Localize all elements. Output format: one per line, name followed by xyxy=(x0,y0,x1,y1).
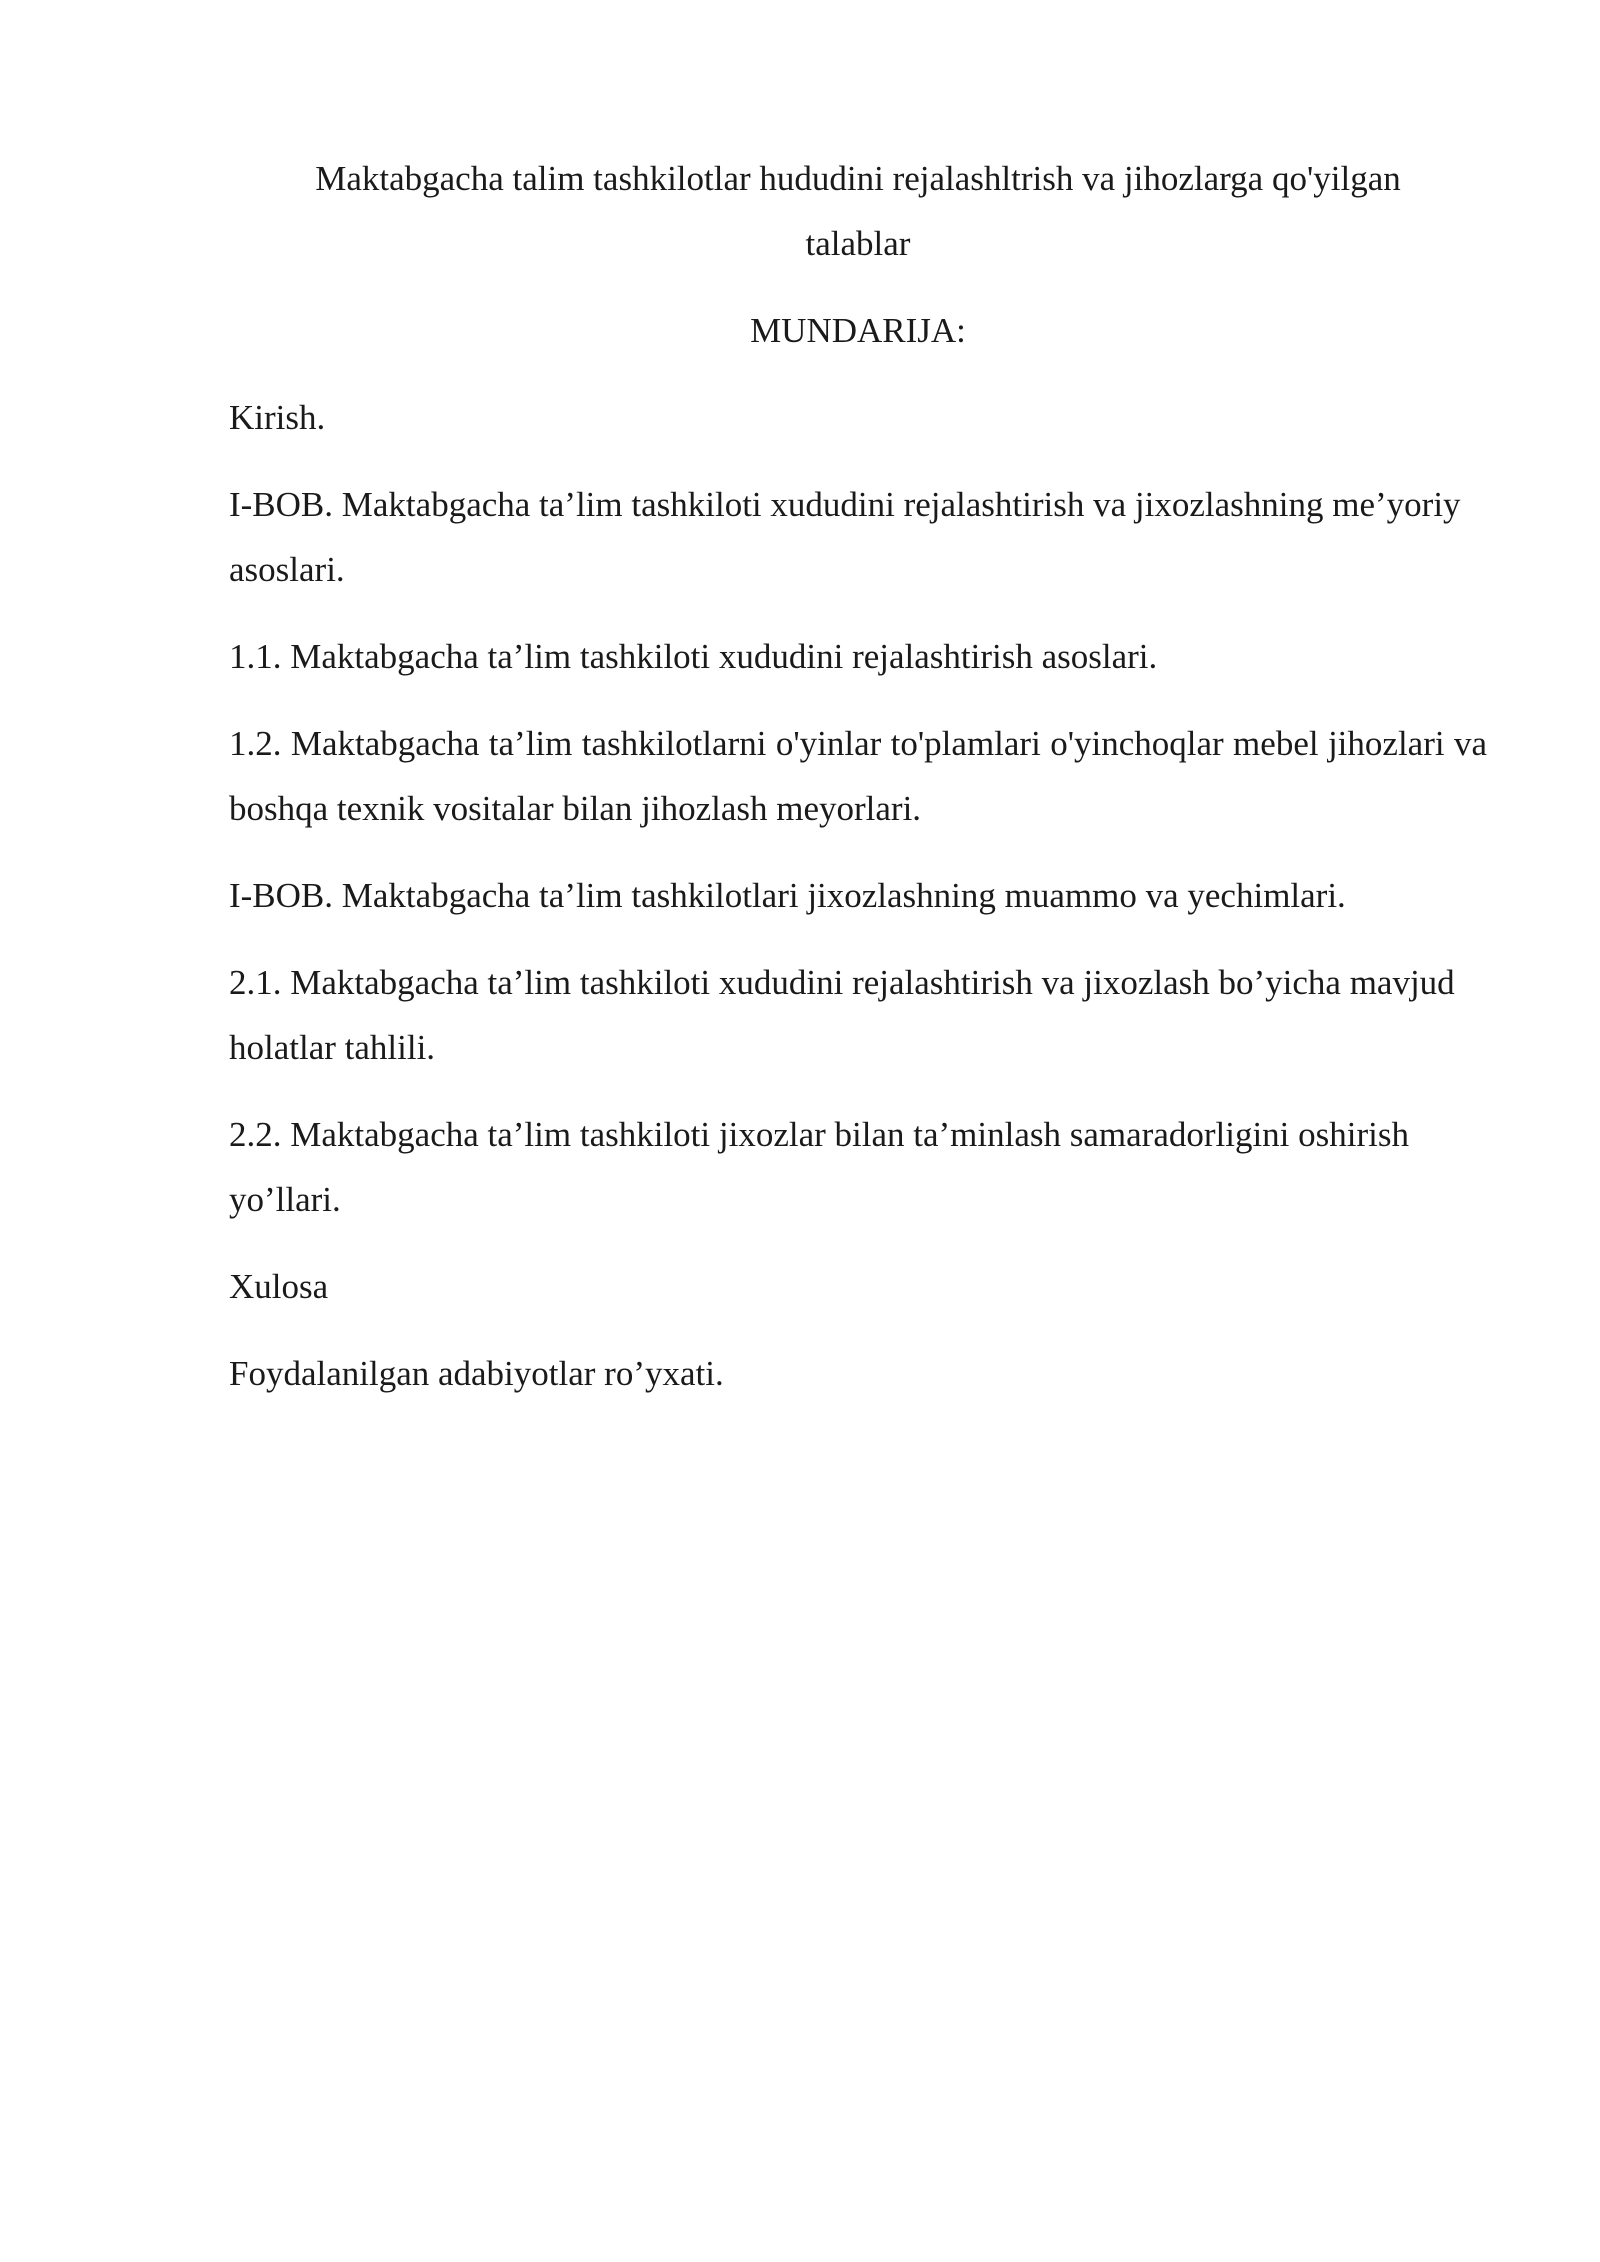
toc-item-section-1-2: 1.2. Maktabgacha ta’lim tashkilotlarni o'yinlar to'plamlari o'yinchoqlar mebel jihozlari va boshqa texnik vositalar bilan jihozlash meyorlari. xyxy=(229,724,1487,828)
toc-item-section-2-2: 2.2. Maktabgacha ta’lim tashkiloti jixozlar bilan ta’minlash samaradorligini oshirish yo’llari. xyxy=(229,1115,1410,1219)
toc-item-section-2-1: 2.1. Maktabgacha ta’lim tashkiloti xududini rejalashtirish va jixozlash bo’yicha mavjud holatlar tahlili. xyxy=(229,963,1455,1067)
toc-item-introduction: Kirish. xyxy=(229,398,326,437)
toc-item-bibliography: Foydalanilgan adabiyotlar ro’yxati. xyxy=(229,1354,724,1393)
toc-item-chapter-2: I-BOB. Maktabgacha ta’lim tashkilotlari jixozlashning muammo va yechimlari. xyxy=(229,876,1346,915)
contents-heading: MUNDARIJA: xyxy=(750,311,966,350)
toc-item-section-1-1: 1.1. Maktabgacha ta’lim tashkiloti xududini rejalashtirish asoslari. xyxy=(229,637,1158,676)
page-content xyxy=(229,146,1487,1428)
table-of-contents xyxy=(229,385,1487,1406)
document-title: Maktabgacha talim tashkilotlar hududini rejalashltrish va jihozlarga qo'yilgan talablar xyxy=(315,159,1401,263)
toc-item-conclusion: Xulosa xyxy=(229,1267,329,1306)
toc-item-chapter-1: I-BOB. Maktabgacha ta’lim tashkiloti xududini rejalashtirish va jixozlashning me’yoriy asoslari. xyxy=(229,485,1461,589)
